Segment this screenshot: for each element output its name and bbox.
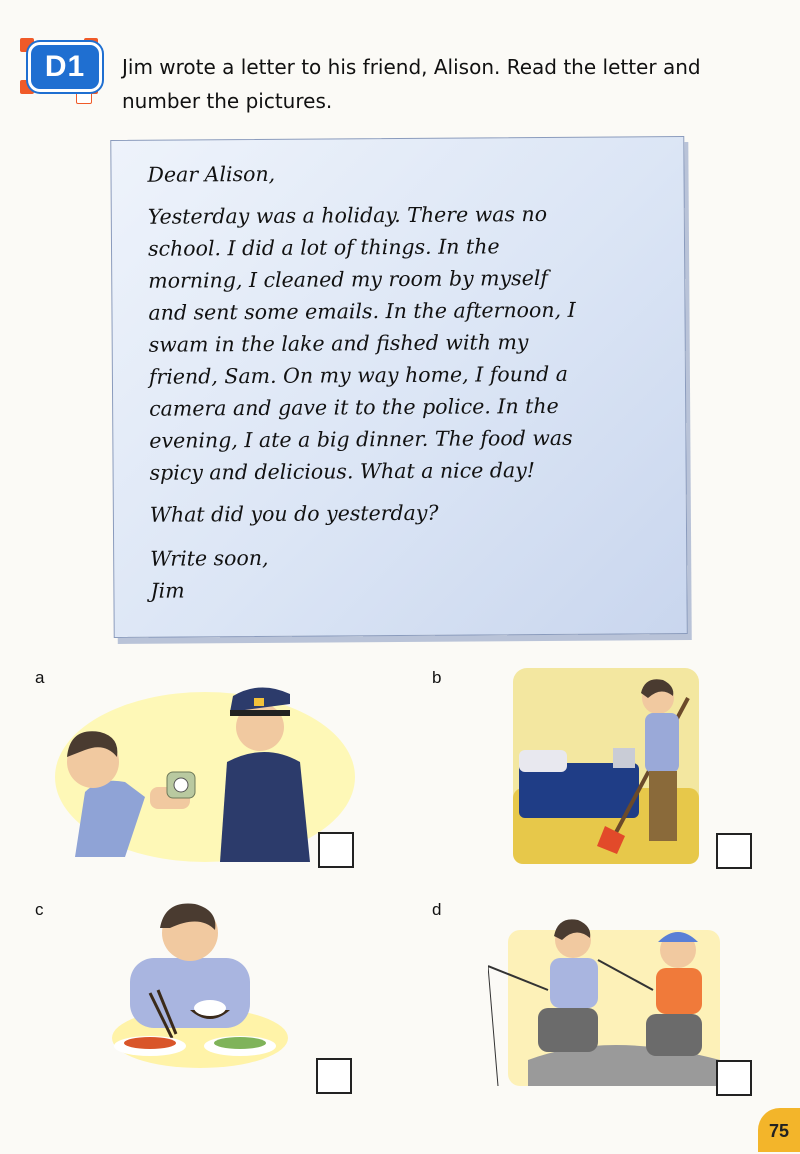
letter-line: Yesterday was a holiday. There was no — [147, 201, 548, 229]
instruction-line: number the pictures. — [122, 89, 333, 113]
letter-line: morning, I cleaned my room by myself — [148, 265, 549, 293]
picture-c-illustration — [110, 898, 290, 1068]
answer-box-d[interactable] — [716, 1060, 752, 1096]
letter-closing: Write soon, — [150, 545, 269, 571]
answer-box-c[interactable] — [316, 1058, 352, 1094]
picture-d-label: d — [432, 900, 442, 919]
answer-box-a[interactable] — [318, 832, 354, 868]
letter-greeting: Dear Alison, — [147, 161, 276, 187]
picture-b-label: b — [432, 668, 442, 687]
activity-badge-label: D1 — [28, 42, 102, 92]
picture-a-label: a — [35, 668, 45, 687]
letter-line: friend, Sam. On my way home, I found a — [148, 361, 569, 389]
picture-a-illustration — [55, 672, 355, 862]
letter-card — [110, 136, 687, 638]
letter-line: camera and gave it to the police. In the — [149, 393, 559, 421]
letter-text — [147, 155, 660, 607]
letter-body — [148, 197, 660, 489]
letter-line: and sent some emails. In the afternoon, I — [148, 297, 576, 325]
picture-b-illustration — [513, 668, 699, 864]
answer-box-b[interactable] — [716, 833, 752, 869]
letter-question: What did you do yesterday? — [149, 500, 439, 527]
activity-badge — [18, 36, 98, 96]
picture-c-label: c — [35, 900, 44, 919]
letter-signature: Jim — [150, 578, 185, 603]
instruction-line: Jim wrote a letter to his friend, Alison. Read the letter and — [122, 55, 701, 79]
page-number: 75 — [758, 1108, 800, 1152]
picture-d-illustration — [488, 910, 720, 1086]
instructions — [122, 50, 762, 118]
letter-line: swam in the lake and fished with my — [148, 330, 529, 357]
letter-line: school. I did a lot of things. In the — [147, 234, 500, 261]
letter-line: evening, I ate a big dinner. The food was — [149, 425, 573, 453]
letter-line: spicy and delicious. What a nice day! — [149, 458, 536, 485]
